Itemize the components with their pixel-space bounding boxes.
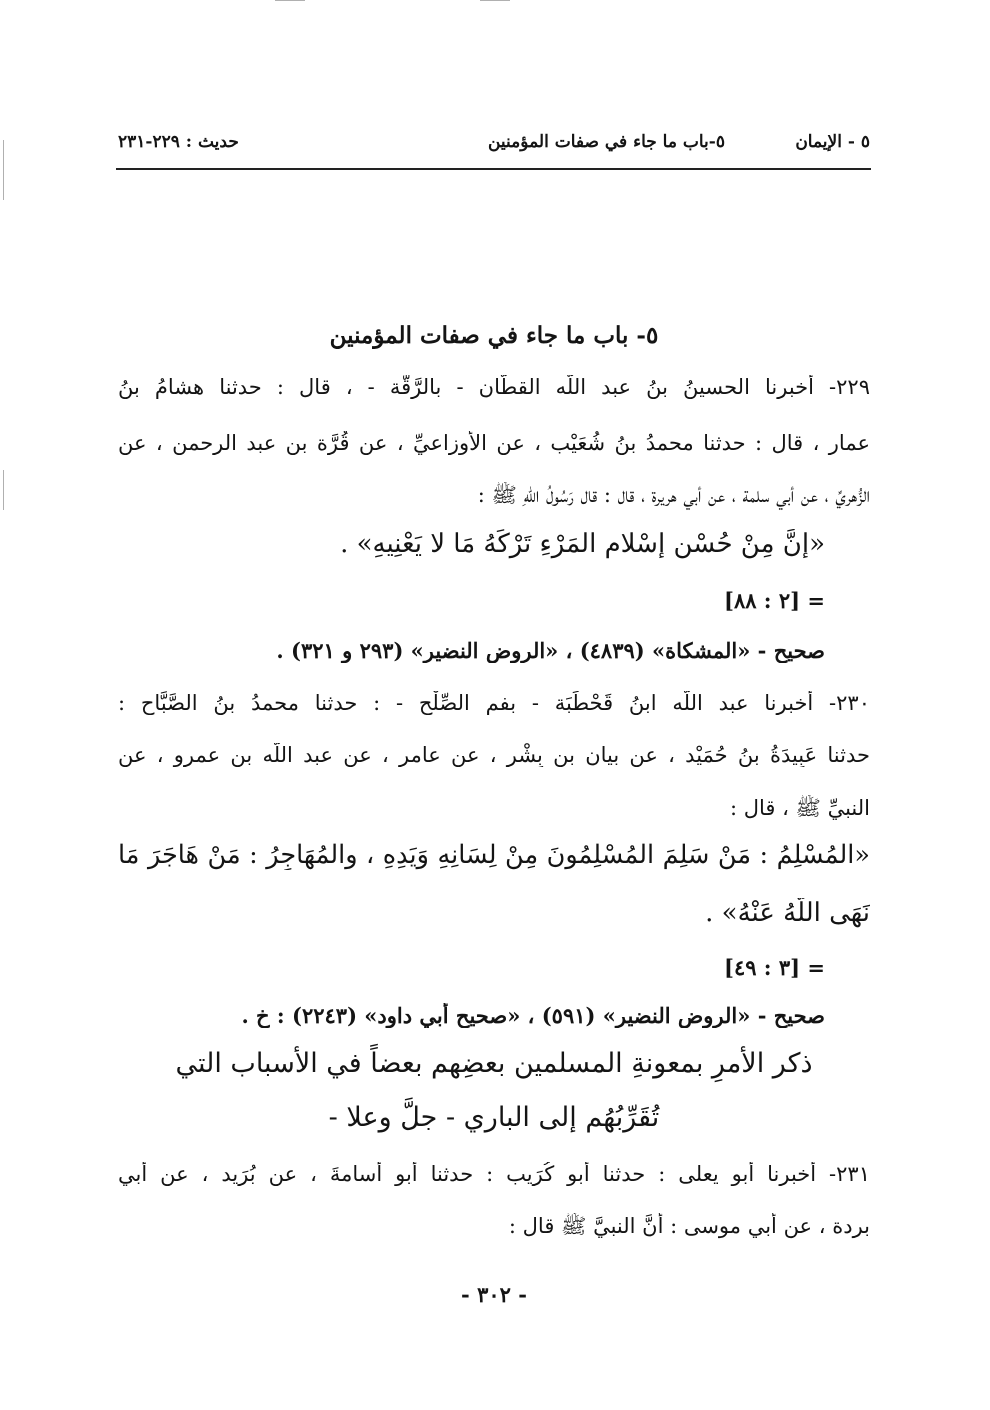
- hadith-229-ref: = [٢ : ٨٨]: [724, 588, 825, 613]
- hadith-230-quote-line-2: نَهَى اللّهُ عَنْهُ» .: [705, 898, 870, 928]
- hadith-229-line-1: ٢٢٩- أخبرنا الحسينُ بنُ عبد اللّه القطّان - بالرَّقَّة - ، قال : حدثنا هشامُ بنُ: [118, 375, 870, 399]
- hadith-230-line-3: النبيِّ ﷺ ، قال :: [729, 796, 870, 820]
- hadith-230-line-1: ٢٣٠- أخبرنا عبد اللّه ابنُ قَحْطَبَة - بفم الصِّلْح - : حدثنا محمدُ بنُ الصَّبَّاح :: [118, 691, 870, 715]
- section-title: ٥- باب ما جاء في صفات المؤمنين: [329, 322, 659, 349]
- hadith-229-quote: «إنَّ مِنْ حُسْنِ إسْلامِ المَرْءِ تَرْكَهُ مَا لا يَعْنِيهِ» .: [340, 529, 825, 559]
- header-section: ٥-باب ما جاء في صفات المؤمنين: [487, 132, 725, 152]
- scan-top-mark: [480, 0, 510, 1]
- hadith-229-line-2: عمار ، قال : حدثنا محمدُ بنُ شُعَيْب ، عن الأوزاعيِّ ، عن قُرَّة بن عبد الرحمن ، عن: [118, 431, 870, 455]
- hadith-230-ref: = [٣ : ٤٩]: [724, 955, 825, 980]
- hadith-230-quote-line-1: «المُسْلِمُ : مَنْ سَلِمَ المُسْلِمُونَ مِنْ لِسَانِهِ وَيَدِهِ ، والمُهَاجِرُ : مَنْ هَاجَرَ مَا: [118, 840, 870, 870]
- hadith-231-line-1: ٢٣١- أخبرنا أبو يعلى : حدثنا أبو كُرَيب : حدثنا أبو أسامةَ ، عن بُرَيد ، عن أبي: [118, 1162, 870, 1186]
- hadith-229-line-3: الزُّهريِّ ، عن أبي سلمة ، عن أبي هريرة ، قال : قال رَسُولُ اللّهِ ﷺ :: [477, 483, 870, 507]
- running-header: [118, 132, 870, 164]
- header-chapter: ٥ - الإيمان: [795, 132, 870, 152]
- subsection-title-line-1: ذكر الأمرِ بمعونةِ المسلمين بعضِهم بعضاً في الأسباب التي: [175, 1048, 813, 1079]
- scan-edge-mark: [3, 140, 4, 200]
- hadith-231-line-2: بردة ، عن أبي موسى : أنَّ النبيَّ ﷺ قال :: [508, 1214, 870, 1238]
- page-number: - ٣٠٢ -: [461, 1282, 527, 1307]
- hadith-230-line-2: حدثنا عَبِيدَةُ بنُ حُمَيْد ، عن بيان بن بِشْر ، عن عامرٍ ، عن عبد اللّه بنِ عمرو ، عن: [118, 743, 870, 767]
- scan-edge-mark: [3, 470, 4, 510]
- hadith-229-grading: صحيح - «المشكاة» (٤٨٣٩) ، «الروض النضير» (٢٩٣ و ٣٢١) .: [276, 638, 825, 663]
- header-hadith-range: حديث : ٢٢٩-٢٣١: [118, 132, 239, 152]
- scan-top-mark: [275, 0, 305, 1]
- header-rule: [116, 168, 871, 170]
- hadith-230-grading: صحيح - «الروض النضير» (٥٩١) ، «صحيح أبي داود» (٢٢٤٣) : خ .: [241, 1003, 825, 1028]
- subsection-title-line-2: تُقَرِّبُهُم إلى الباري - جلَّ وعلا -: [328, 1102, 660, 1133]
